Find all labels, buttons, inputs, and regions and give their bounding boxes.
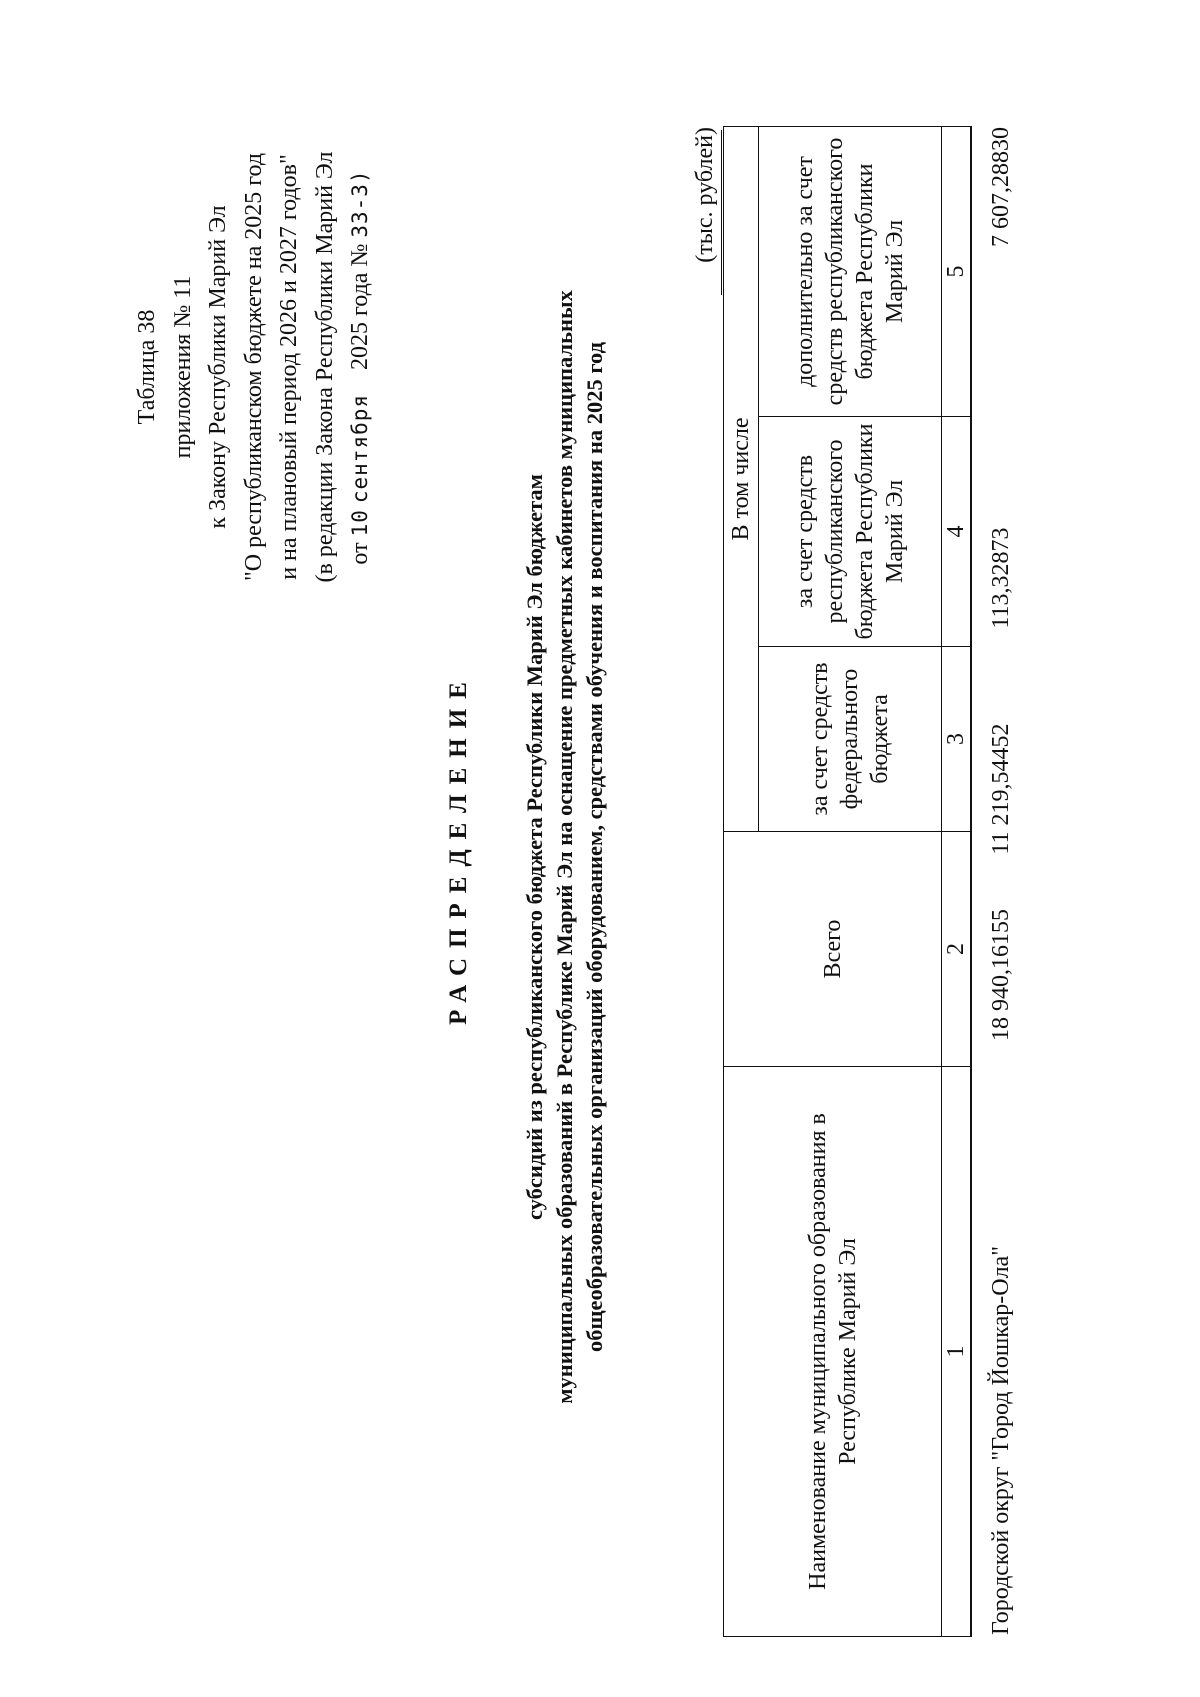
header-including: В том числе: [724, 126, 759, 831]
document-title: РАСПРЕДЕЛЕНИЕ: [445, 672, 472, 1025]
units-underline: [721, 130, 722, 295]
approval-line: Таблица 38: [134, 309, 160, 425]
approval-line: к Закону Республики Марий Эл: [205, 205, 231, 529]
header-name: Наименование муниципального образования в Республике Марий Эл: [724, 1067, 942, 1637]
column-number: 4: [942, 417, 972, 647]
row-federal: 11 219,54452: [988, 723, 1014, 855]
document-subtitle: [520, 97, 610, 1597]
column-number: 3: [942, 647, 972, 832]
subtitle-line: муниципальных образований в Республике Марий Эл на оснащение предметных кабинетов муниципальных: [552, 290, 577, 1404]
distribution-table-header: [723, 126, 972, 1637]
row-republican: 113,32873: [988, 527, 1014, 629]
law-number: 33-З): [348, 169, 372, 238]
approval-date-line: [343, 57, 379, 677]
date-suffix: 2025 года №: [347, 243, 373, 370]
approval-stamp: [130, 57, 379, 677]
header-additional: дополнительно за счет средств республиканского бюджета Республики Марий Эл: [759, 126, 942, 416]
units-label: (тыс. рублей): [692, 127, 718, 263]
date-prefix: от: [347, 542, 373, 565]
subtitle-line: субсидий из республиканского бюджета Республики Марий Эл бюджетам: [522, 473, 547, 1221]
row-additional: 7 607,28830: [988, 127, 1014, 247]
subtitle-line: общеобразовательных организаций оборудованием, средствами обучения и воспитания на 2025 год: [582, 342, 607, 1352]
column-number: 2: [942, 832, 972, 1067]
date-month: сентября: [348, 393, 372, 504]
approval-line: и на плановый период 2026 и 2027 годов": [276, 154, 302, 580]
date-day: 10: [348, 509, 372, 537]
column-number: 1: [942, 1067, 972, 1637]
header-republican: за счет средств республиканского бюджета Республики Марий Эл: [759, 417, 942, 647]
row-name: Городской округ "Город Йошкар-Ола": [988, 1245, 1014, 1635]
approval-line: приложения № 11: [169, 275, 196, 459]
row-total: 18 940,16155: [988, 909, 1014, 1041]
column-number: 5: [942, 126, 972, 416]
approval-line: "О республиканском бюджете на 2025 год: [240, 152, 267, 582]
header-total: Всего: [724, 832, 942, 1067]
approval-line: (в редакции Закона Республики Марий Эл: [311, 151, 338, 583]
header-federal: за счет средств федерального бюджета: [759, 647, 942, 832]
